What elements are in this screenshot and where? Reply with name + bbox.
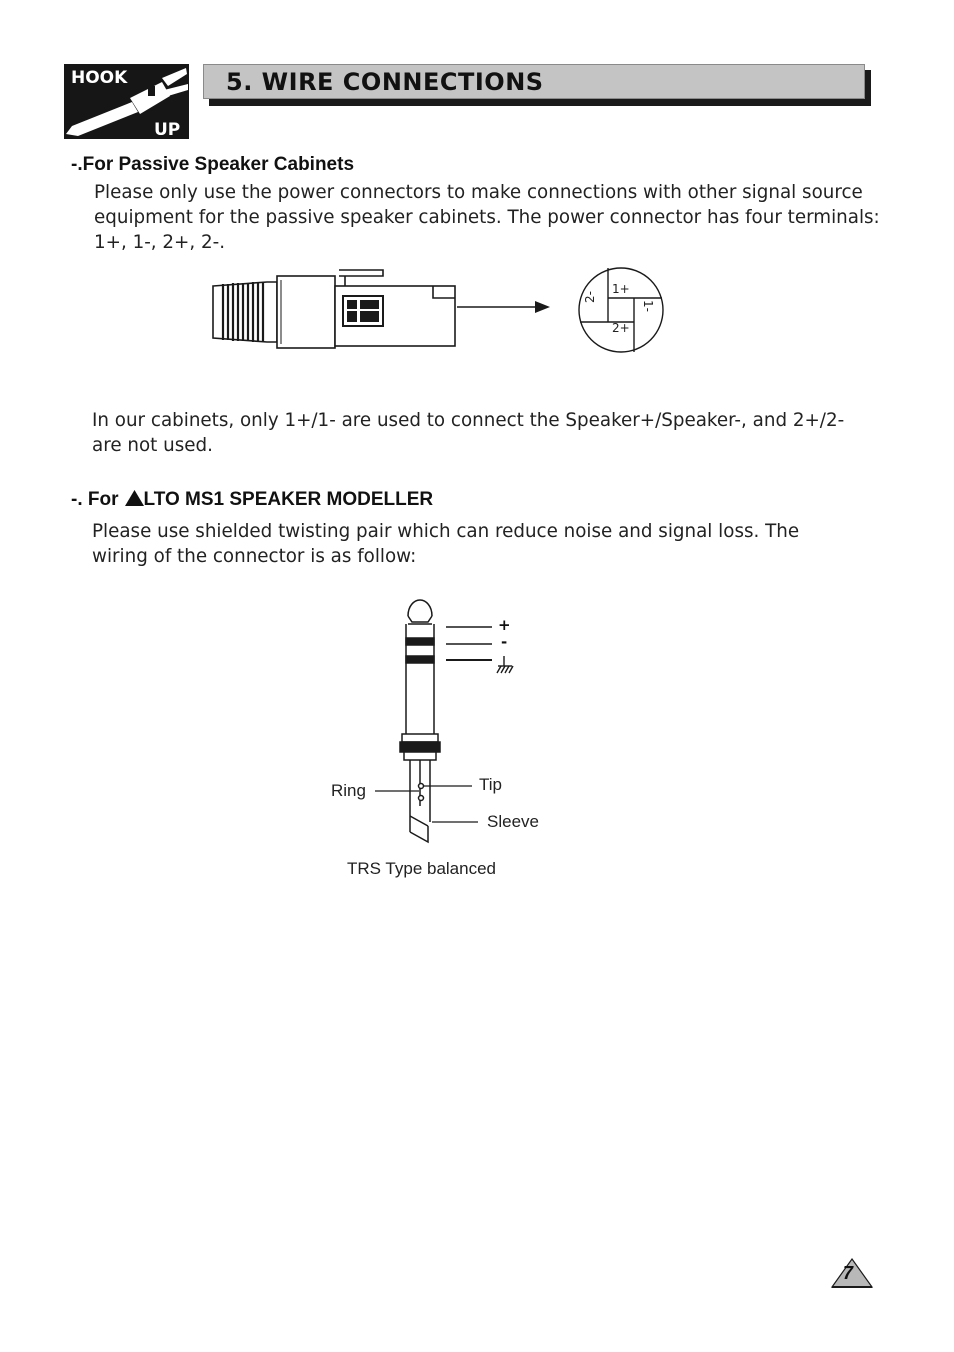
pin-label-2-minus: 2- xyxy=(583,291,597,303)
modeller-paragraph-line: Please use shielded twisting pair which can reduce noise and signal loss. The xyxy=(92,521,800,542)
speaker-connector-diagram xyxy=(205,262,565,362)
trs-ring-label: Ring xyxy=(331,781,366,800)
pin-label-1-minus: 1- xyxy=(641,300,655,312)
trs-minus-label: - xyxy=(501,633,508,651)
passive-note-line: In our cabinets, only 1+/1- are used to connect the Speaker+/Speaker-, and 2+/2- xyxy=(92,410,845,431)
passive-paragraph-line: 1+, 1-, 2+, 2-. xyxy=(94,232,226,253)
trs-tip-label: Tip xyxy=(479,775,502,794)
passive-note-line: are not used. xyxy=(92,435,213,456)
pin-label-2-plus: 2+ xyxy=(612,321,630,335)
trs-plus-label: + xyxy=(498,616,511,634)
modeller-paragraph xyxy=(92,519,799,569)
passive-paragraph-line: equipment for the passive speaker cabinets. The power connector has four terminals: xyxy=(94,207,880,228)
passive-paragraph-line: Please only use the power connectors to make connections with other signal source xyxy=(94,182,863,203)
hook-up-logo xyxy=(64,64,189,139)
trs-sleeve-label: Sleeve xyxy=(487,812,539,831)
logo-bottom-text: UP xyxy=(154,120,181,139)
passive-paragraph xyxy=(94,180,880,255)
pin-label-1-plus: 1+ xyxy=(612,282,630,296)
modeller-heading-suffix: LTO MS1 SPEAKER MODELLER xyxy=(143,489,434,510)
modeller-paragraph-line: wiring of the connector is as follow: xyxy=(92,546,417,567)
logo-top-text: HOOK xyxy=(71,68,128,88)
page-number: 7 xyxy=(843,1263,854,1283)
page-title: 5. WIRE CONNECTIONS xyxy=(226,68,544,96)
passive-note xyxy=(92,408,844,458)
section-heading-modeller xyxy=(71,488,433,512)
modeller-heading-prefix: -. For xyxy=(71,489,119,510)
alto-triangle-logo xyxy=(125,490,144,506)
trs-caption: TRS Type balanced xyxy=(347,859,496,878)
section-heading-passive: -.For Passive Speaker Cabinets xyxy=(71,154,355,175)
